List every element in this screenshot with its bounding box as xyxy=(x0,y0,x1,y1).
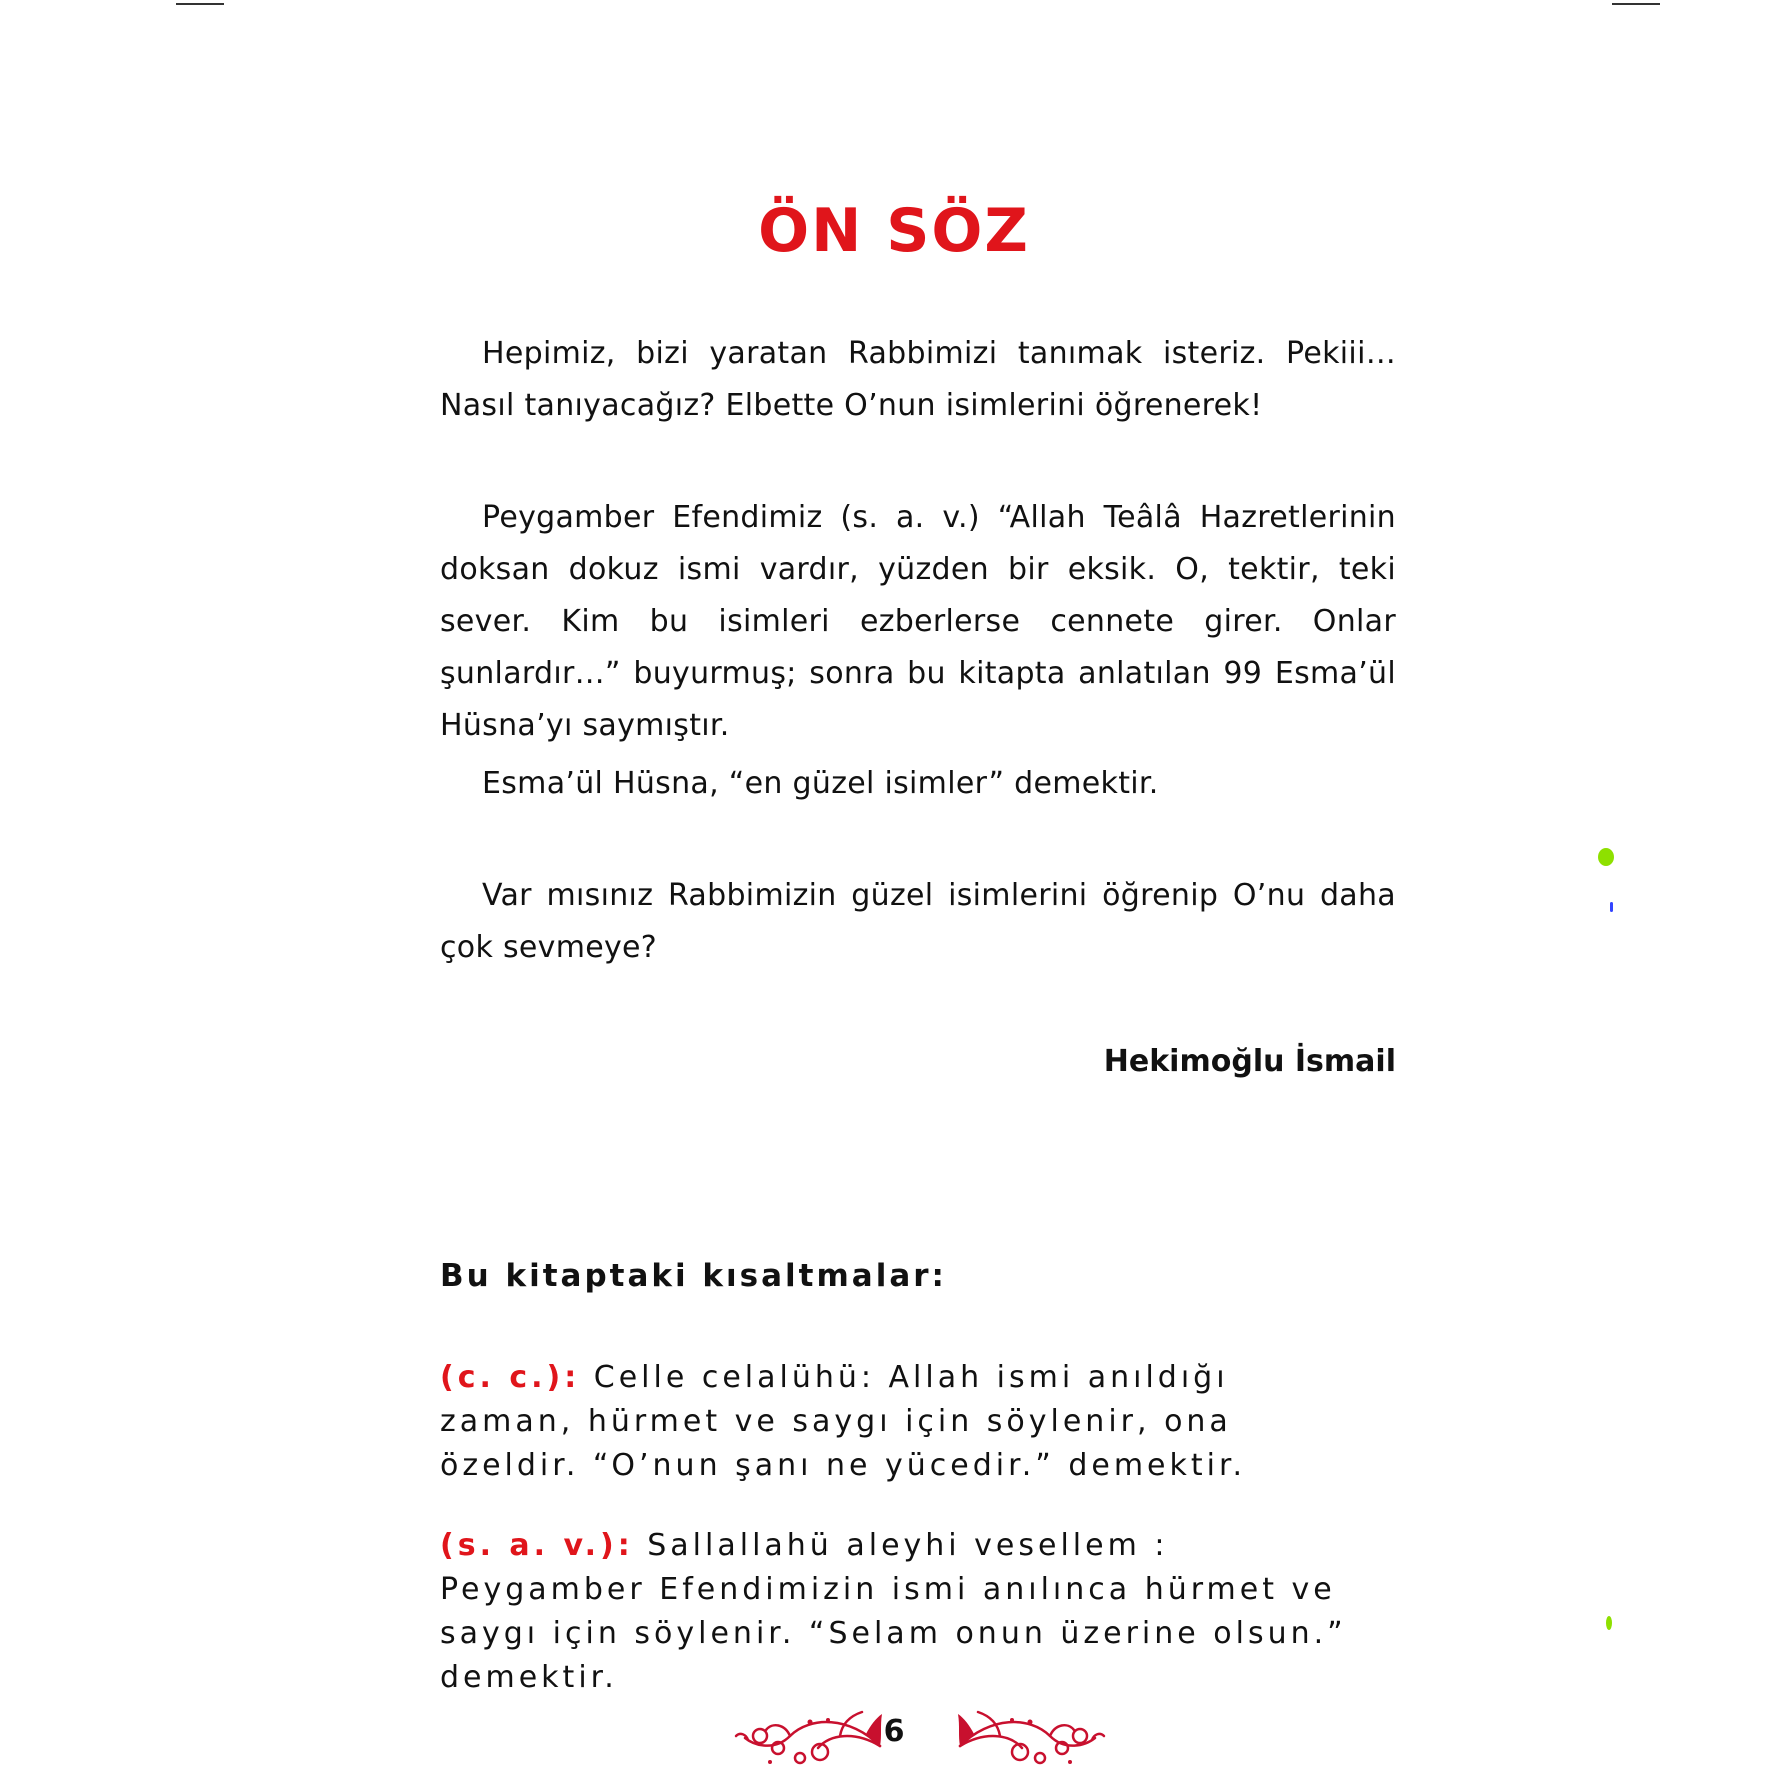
green-dot-decoration xyxy=(1598,848,1614,866)
blue-mark-decoration xyxy=(1610,902,1613,912)
abbreviation-definition: Sallallahü aleyhi vesellem : Peygamber Efendimizin ismi anılınca hürmet ve saygı için söylenir. “Selam onun üzerine olsun.” demektir. xyxy=(440,1528,1347,1695)
preface-paragraph-1: Hepimiz, bizi yaratan Rabbimizi tanımak isteriz. Pekiii… Nasıl tanıyacağız? Elbette O’nun isimlerini öğrenerek! xyxy=(440,336,1396,423)
green-dot-decoration xyxy=(1606,1616,1612,1630)
preface-paragraph-4: Var mısınız Rabbimizin güzel isimlerini öğrenip O’nu daha çok sevmeye? xyxy=(440,878,1396,965)
crop-mark-right xyxy=(1612,3,1660,5)
author-signature: Hekimoğlu İsmail xyxy=(1103,1044,1396,1079)
abbreviation-key: (c. c.): xyxy=(440,1360,581,1395)
abbreviations-heading: Bu kitaptaki kısaltmalar: xyxy=(440,1258,947,1294)
crop-mark-left xyxy=(176,3,224,5)
page-footer xyxy=(0,1696,1788,1776)
page-number: 6 xyxy=(883,1714,905,1749)
floral-ornament-left-icon xyxy=(730,1696,890,1772)
preface-paragraph-2: Peygamber Efendimiz (s. a. v.) “Allah Teâlâ Hazretlerinin doksan dokuz ismi vardır, yüzden bir eksik. O, tektir, teki sever. Kim bu isimleri ezberlerse cennete girer. Onlar şunlardır…” buyurmuş; sonra bu kitapta anlatılan 99 Esma’ül Hüsna’yı saymıştır. xyxy=(440,500,1396,743)
abbreviation-key: (s. a. v.): xyxy=(440,1528,634,1563)
abbreviation-item xyxy=(440,1524,1360,1700)
preface-paragraph-3: Esma’ül Hüsna, “en güzel isimler” demektir. xyxy=(482,766,1159,801)
abbreviation-item xyxy=(440,1356,1360,1488)
abbreviation-definition: Celle celalühü: Allah ismi anıldığı zaman, hürmet ve saygı için söylenir, ona özeldir. “O’nun şanı ne yücedir.” demektir. xyxy=(440,1360,1247,1483)
page-title: ÖN SÖZ xyxy=(758,196,1030,266)
floral-ornament-right-icon xyxy=(950,1696,1110,1772)
